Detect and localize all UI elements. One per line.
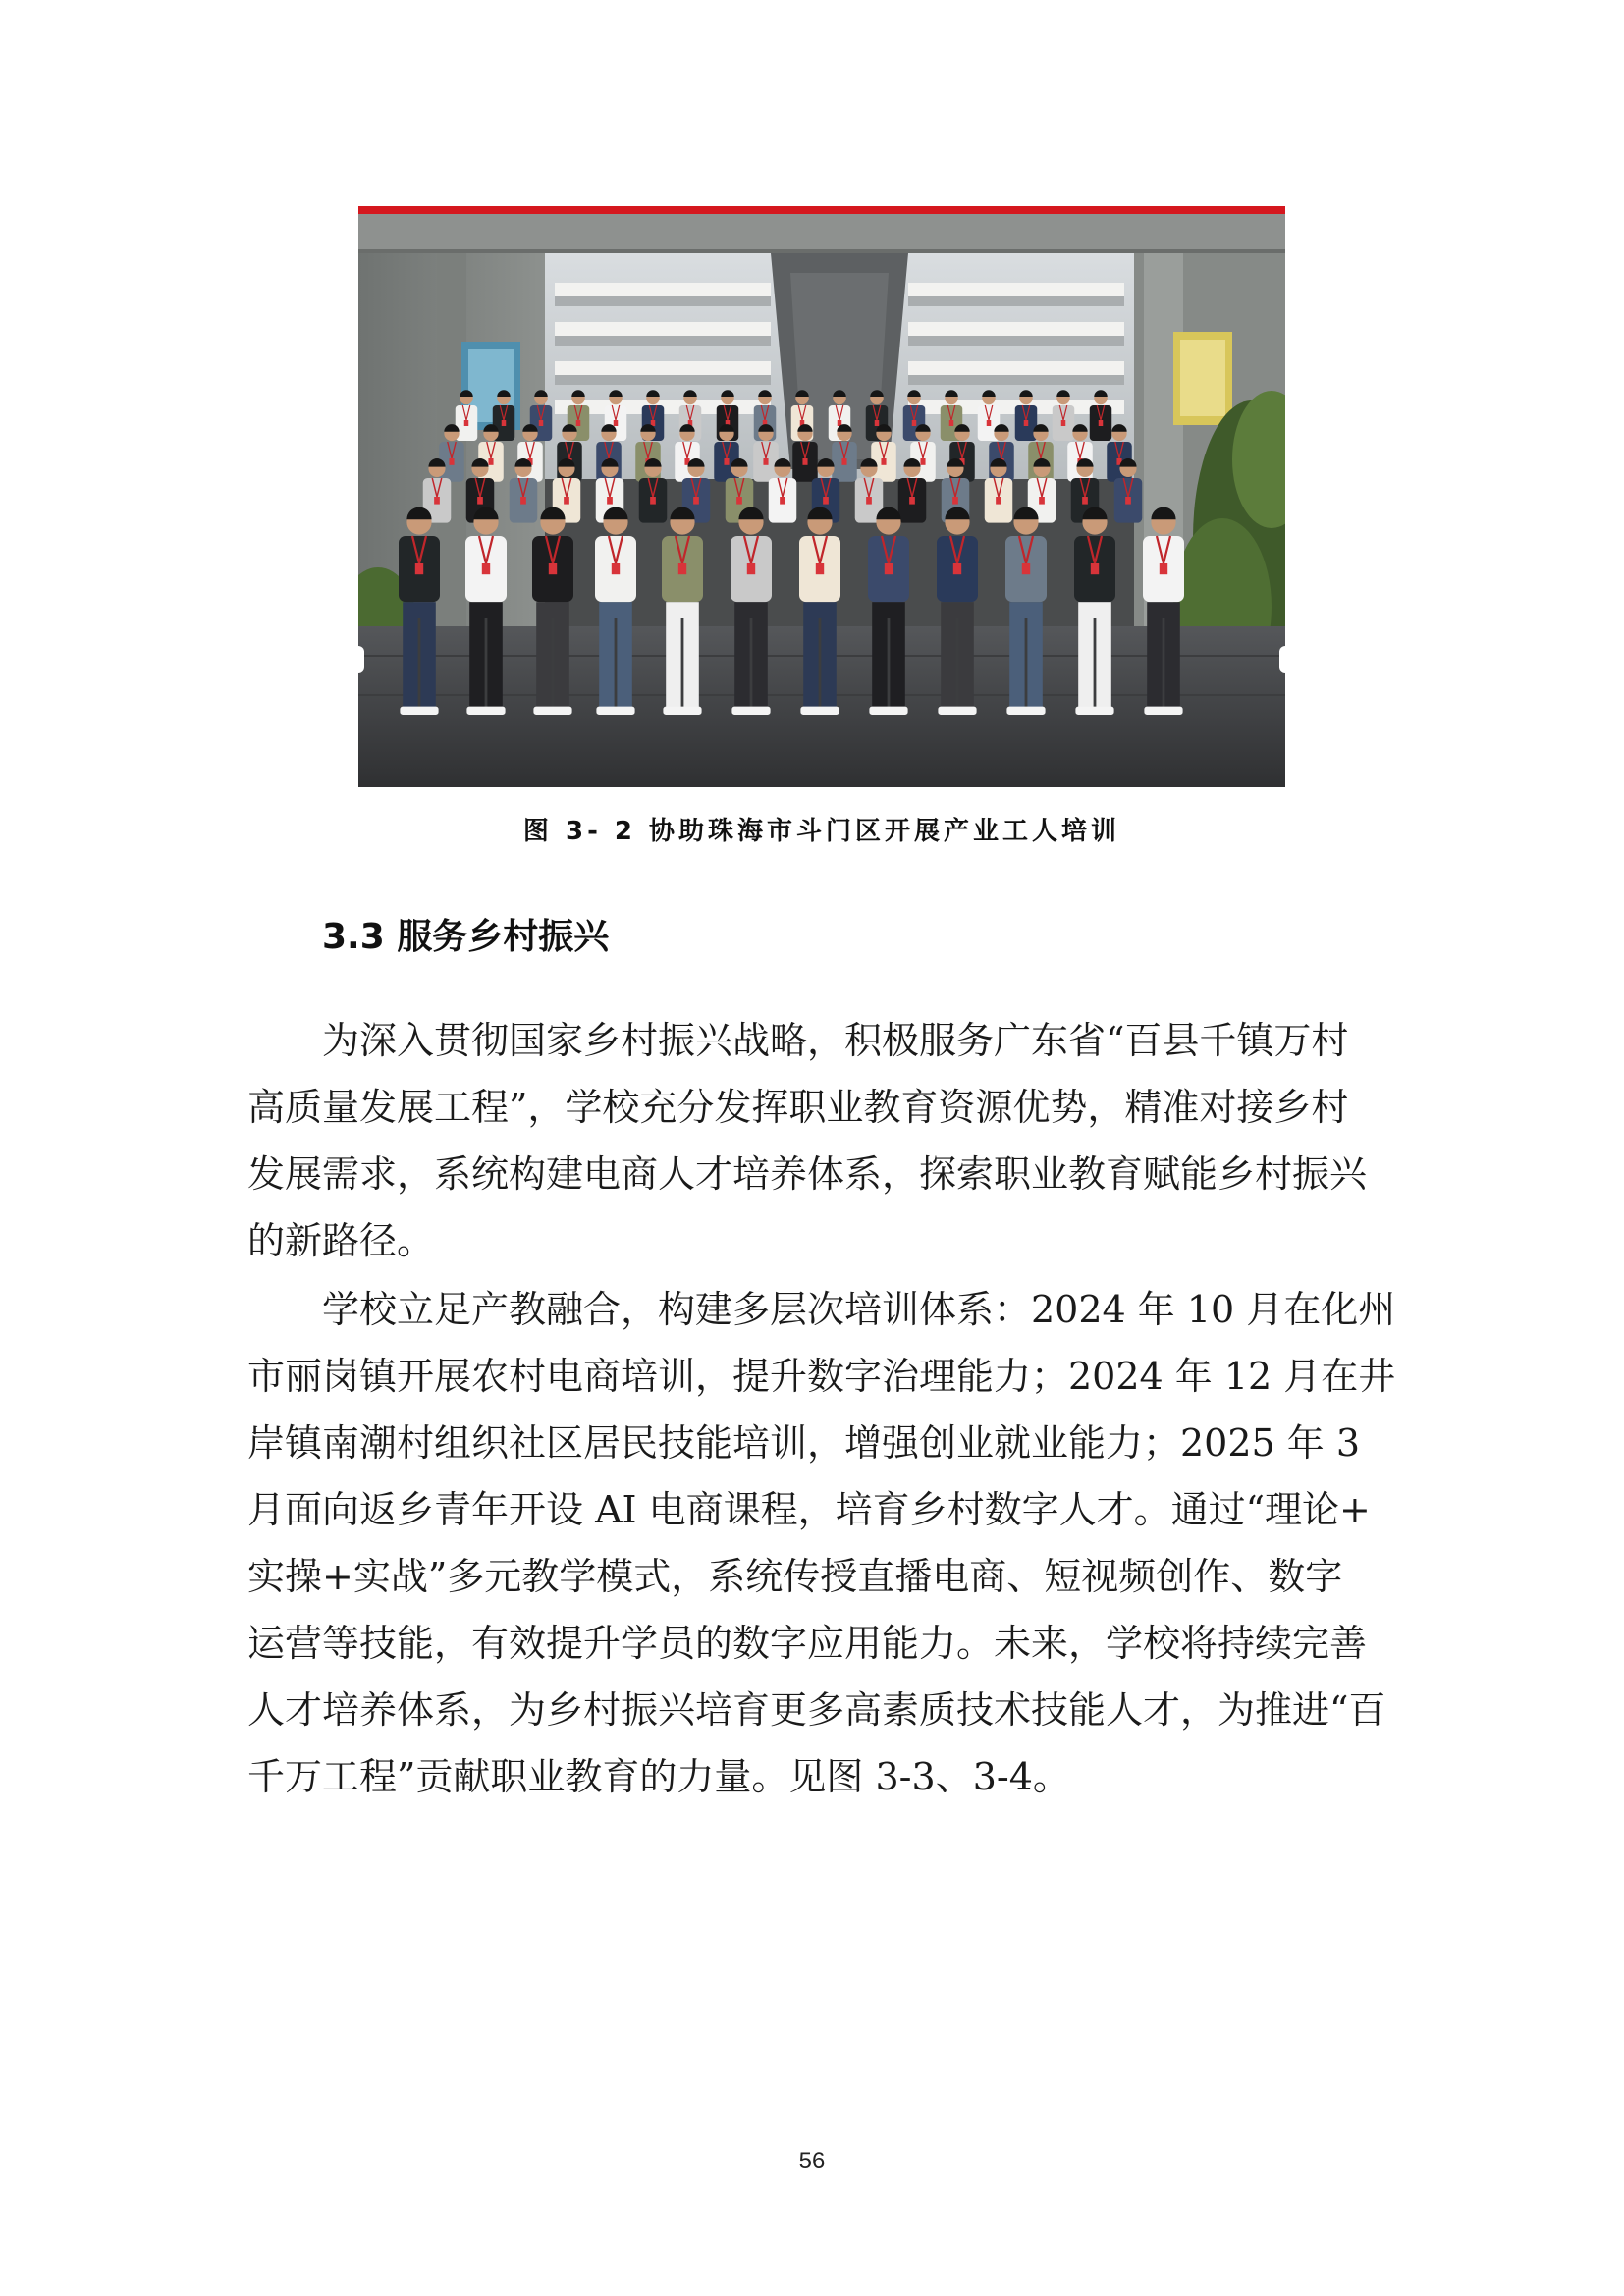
paragraph-line: 人才培养体系，为乡村振兴培育更多高素质技术技能人才，为推进“百	[247, 1688, 1386, 1732]
body-paragraph-2	[247, 1276, 1396, 1810]
group-photo-image	[358, 214, 1285, 787]
paragraph-line: 为深入贯彻国家乡村振兴战略，积极服务广东省“百县千镇万村	[322, 1019, 1349, 1062]
paragraph-line: 月面向返乡青年开设 AI 电商课程，培育乡村数字人才。通过“理论+	[247, 1488, 1371, 1531]
photo-edge-mark-right	[1279, 646, 1285, 673]
paragraph-line: 发展需求，系统构建电商人才培养体系，探索职业教育赋能乡村振兴	[247, 1152, 1368, 1196]
paragraph-line: 的新路径。	[247, 1219, 435, 1262]
figure-photo	[358, 206, 1285, 787]
section-heading: 3.3 服务乡村振兴	[322, 917, 610, 957]
paragraph-line: 运营等技能，有效提升学员的数字应用能力。未来，学校将持续完善	[247, 1622, 1368, 1665]
paragraph-line: 高质量发展工程”，学校充分发挥职业教育资源优势，精准对接乡村	[247, 1086, 1349, 1129]
paragraph-line: 实操+实战”多元教学模式，系统传授直播电商、短视频创作、数字	[247, 1555, 1343, 1598]
photo-edge-mark-left	[358, 646, 364, 673]
paragraph-line: 市丽岗镇开展农村电商培训，提升数字治理能力；2024 年 12 月在井	[247, 1355, 1396, 1398]
body-paragraph-1	[247, 1007, 1386, 1274]
figure-caption: 图 3- 2 协助珠海市斗门区开展产业工人培训	[522, 817, 1121, 846]
paragraph-line: 千万工程”贡献职业教育的力量。见图 3-3、3-4。	[247, 1755, 1070, 1798]
paragraph-line: 岸镇南潮村组织社区居民技能培训，增强创业就业能力；2025 年 3	[247, 1421, 1361, 1465]
photo-accent-bar	[358, 206, 1285, 214]
page-number: 56	[798, 2148, 826, 2174]
paragraph-line: 学校立足产教融合，构建多层次培训体系：2024 年 10 月在化州	[322, 1288, 1396, 1331]
